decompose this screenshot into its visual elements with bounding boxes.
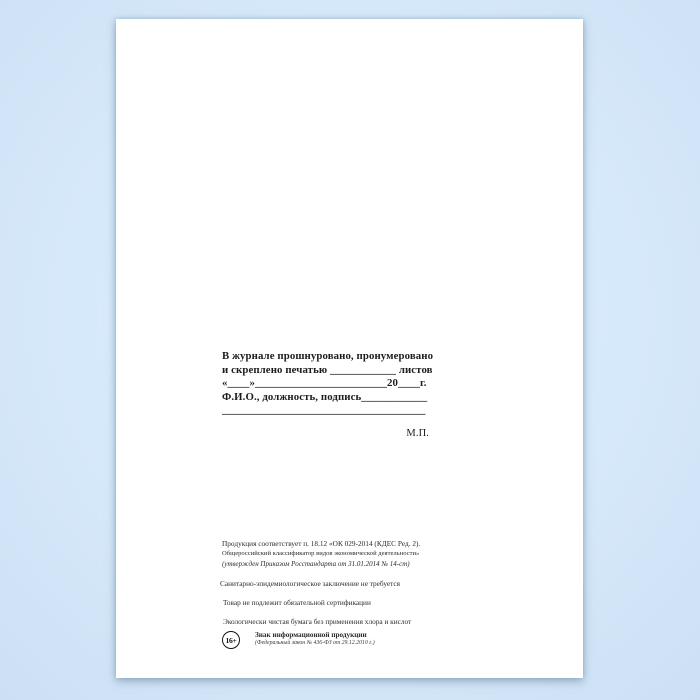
binding-note-line-3: «____»________________________20____г. [222,377,427,389]
journal-back-page [116,19,583,678]
sanitary-statement: Санитарно-эпидемиологическое заключение не требуется [220,579,401,588]
compliance-statement-note: (утвержден Приказом Росстандарта от 31.01.2014 № 14-ст) [222,560,410,568]
stamp-place-abbreviation: М.П. [406,427,429,439]
certification-statement: Товар не подлежит обязательной сертификации [223,598,371,607]
eco-paper-statement: Экологически чистая бумага без применения хлора и кислот [223,617,412,626]
compliance-statement-line-2: Общероссийский классификатор видов экономической деятельности» [222,550,420,557]
signature-underline: _____________________________________ [222,404,426,416]
binding-note-line-1: В журнале прошнуровано, пронумеровано [222,350,434,362]
information-product-mark-label: Знак информационной продукции [255,631,367,639]
information-product-law-note: (Федеральный закон № 436-ФЗ от 29.12.2010 г.) [255,640,375,646]
age-rating-16-icon: 16+ [222,631,240,649]
binding-note-line-2: и скреплено печатью ____________ листов [222,363,433,376]
binding-note-line-4: Ф.И.О., должность, подпись____________ [222,390,428,403]
compliance-statement-line-1: Продукция соответствует п. 18.12 «ОК 029-2014 (КДЕС Ред. 2). [222,539,421,548]
binding-certification-block [222,350,434,440]
